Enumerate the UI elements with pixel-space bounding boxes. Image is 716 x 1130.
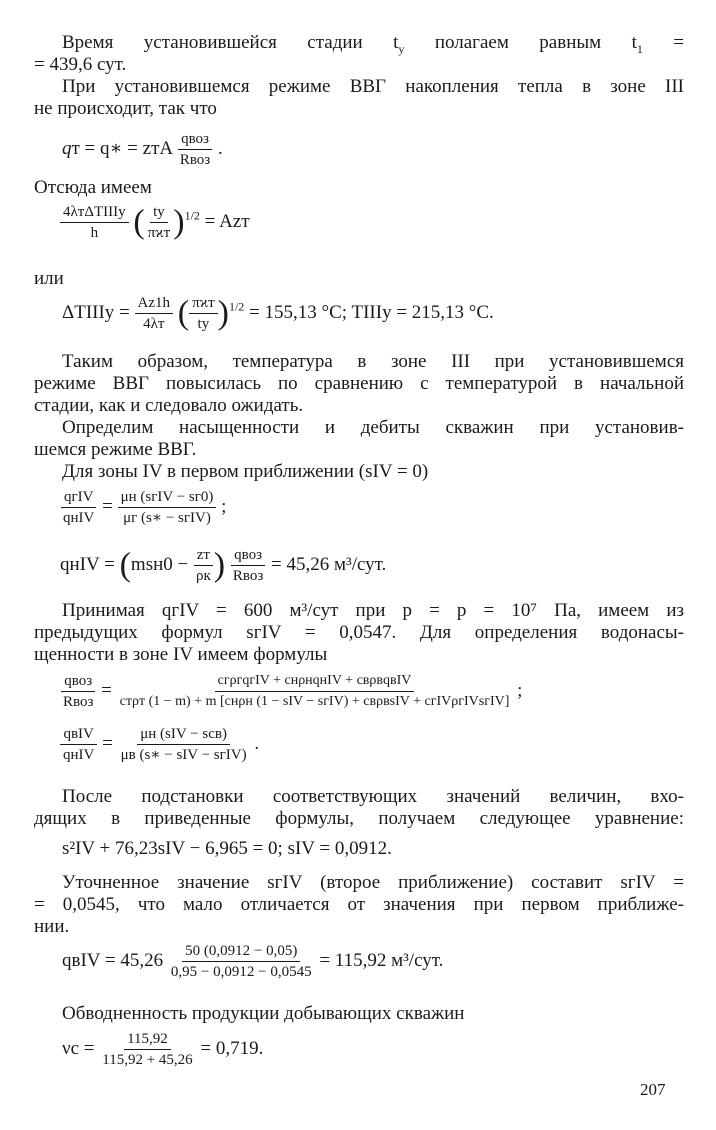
fraction-numerator: μн (sIV − sсв) [137, 725, 230, 745]
fraction [118, 725, 250, 764]
math-expression: = 0,719. [200, 1037, 264, 1059]
text-span: полагаем равным t [404, 32, 637, 53]
fraction [60, 725, 97, 764]
right-paren: ) [217, 294, 229, 332]
fraction-denominator: 115,92 + 45,26 [102, 1052, 193, 1068]
equals-sign: = [101, 679, 112, 701]
fraction [230, 546, 266, 585]
fraction-denominator: 4λт [143, 316, 165, 332]
paragraph-line: Таким образом, температура в зоне III при установившемся [62, 351, 684, 372]
fraction-numerator: cгρгqгIV + cнρнqнIV + cвρвqвIV [215, 672, 415, 692]
paragraph-line: предыдущих формул sгIV = 0,0547. Для определения водонасы- [34, 622, 684, 643]
equals-sign: = [102, 732, 113, 754]
equation-oil-rate [60, 546, 386, 585]
fraction [168, 942, 315, 981]
text-span: Время установившейся стадии t [62, 32, 399, 53]
equation-water-oil-ratio [60, 725, 259, 764]
fraction-denominator: Rвоз [179, 152, 211, 168]
fraction-numerator: qвоз [61, 672, 95, 692]
fraction-denominator: h [90, 225, 99, 241]
paragraph-line: Отсюда имеем [34, 177, 152, 198]
paragraph-line: стадии, как и следовало ожидать. [34, 395, 304, 416]
fraction-denominator: cтρт (1 − m) + m [cнρн (1 − sIV − sгIV) + cвρвsIV + cгIVρгIVsгIV] [119, 694, 510, 709]
paragraph-line: нии. [34, 916, 70, 937]
math-expression: qвIV = 45,26 [62, 949, 164, 971]
equation-heat-balance [60, 672, 522, 711]
fraction [99, 1030, 195, 1069]
fraction-numerator: 4λтΔTIIIу [60, 203, 129, 223]
math-expression: = 115,92 м³/сут. [319, 949, 444, 971]
equals-sign: = [102, 495, 113, 517]
fraction-denominator: ρк [195, 568, 211, 584]
equation-water-cut [62, 1030, 263, 1069]
page-number: 207 [640, 1080, 666, 1099]
fraction-numerator: μн (sгIV − sг0) [118, 488, 217, 508]
math-expression: = Azт [204, 210, 250, 232]
fraction-numerator: 50 (0,0912 − 0,05) [182, 942, 300, 962]
text-span: = [642, 32, 685, 53]
fraction [193, 546, 214, 585]
fraction-denominator: μг (s∗ − sгIV) [123, 510, 211, 526]
paragraph-line: Принимая qгIV = 600 м³/сут при p = p = 10⁷ Па, имеем из [62, 600, 684, 621]
left-paren: ( [119, 546, 131, 584]
math-expression: ΔTIIIу = [62, 301, 130, 323]
left-paren: ( [177, 294, 190, 332]
fraction-denominator: qнIV [63, 510, 95, 526]
equation-delta-temperature [62, 294, 494, 333]
punctuation: . [254, 732, 260, 754]
left-paren: ( [133, 203, 145, 241]
fraction-numerator: Az1h [135, 294, 174, 314]
fraction [177, 130, 213, 169]
fraction-numerator: πϰт [189, 294, 218, 314]
fraction-numerator: qвоз [231, 546, 265, 566]
paragraph-line: не происходит, так что [34, 98, 217, 119]
equation-heat-flux [62, 130, 223, 169]
fraction-numerator: qгIV [61, 488, 96, 508]
equation-temperature-relation [60, 203, 250, 242]
exponent: 1/2 [184, 208, 200, 223]
fraction [118, 488, 217, 527]
fraction-denominator: tу [197, 316, 210, 332]
paragraph-line: дящих в приведенные формулы, получаем следующее уравнение: [34, 808, 684, 829]
equation-saturation-quadratic: s²IV + 76,23sIV − 6,965 = 0; sIV = 0,0912. [62, 838, 392, 859]
subscript: 1 [636, 41, 643, 56]
paragraph-line: режиме ВВГ повысилась по сравнению с температурой в начальной [34, 373, 684, 394]
fraction-denominator: Rвоз [63, 694, 94, 710]
fraction [60, 488, 97, 527]
equation-water-rate [62, 942, 443, 981]
fraction [189, 294, 218, 333]
right-paren: ) [213, 546, 226, 584]
paragraph-line: Для зоны IV в первом приближении (sIV = 0) [62, 461, 429, 482]
paragraph-line: щенности в зоне IV имеем формулы [34, 644, 328, 665]
fraction [145, 203, 174, 242]
exponent: 1/2 [228, 299, 245, 314]
fraction [60, 203, 129, 242]
equation-gas-oil-ratio [60, 488, 226, 527]
fraction [135, 294, 174, 333]
math-symbol: q [62, 137, 72, 159]
fraction-numerator: 115,92 [124, 1030, 171, 1050]
fraction-denominator: Rвоз [232, 568, 264, 584]
fraction [117, 672, 513, 711]
fraction-denominator: 0,95 − 0,0912 − 0,0545 [170, 964, 312, 980]
paragraph-line: Обводненность продукции добывающих скважин [62, 1003, 465, 1024]
paragraph-line: или [34, 268, 64, 289]
math-expression: msн0 − [130, 553, 189, 575]
math-expression: qнIV = [60, 553, 115, 575]
punctuation: ; [517, 679, 523, 701]
paragraph-line: Определим насыщенности и дебиты скважин при установив- [62, 417, 684, 438]
fraction [60, 672, 96, 711]
math-expression: νс = [62, 1037, 95, 1059]
fraction-numerator: qвIV [60, 725, 96, 745]
fraction-denominator: μв (s∗ − sIV − sгIV) [120, 747, 247, 763]
fraction-denominator: qнIV [63, 747, 95, 763]
paragraph-line: При установившемся режиме ВВГ накопления тепла в зоне III [62, 76, 684, 97]
paragraph-line: = 439,6 сут. [34, 54, 127, 75]
right-paren: ) [173, 203, 185, 241]
punctuation: . [217, 137, 223, 159]
fraction-numerator: qвоз [178, 130, 212, 150]
math-expression: = 45,26 м³/сут. [271, 553, 387, 575]
subscript: у [398, 41, 405, 56]
paragraph-line: После подстановки соответствующих значений величин, вхо- [62, 786, 684, 807]
math-expression: т = q∗ = zтA [71, 137, 173, 159]
fraction-numerator: zт [194, 546, 213, 566]
fraction-numerator: tу [150, 203, 168, 223]
fraction-denominator: πϰт [147, 225, 171, 241]
paragraph-line: Уточненное значение sгIV (второе приближение) составит sгIV = [62, 872, 684, 893]
punctuation: ; [221, 495, 227, 517]
math-expression: = 155,13 °C; TIIIу = 215,13 °C. [249, 301, 494, 323]
paragraph-line: шемся режиме ВВГ. [34, 439, 197, 460]
paragraph-line: = 0,0545, что мало отличается от значения при первом приближе- [34, 894, 684, 915]
